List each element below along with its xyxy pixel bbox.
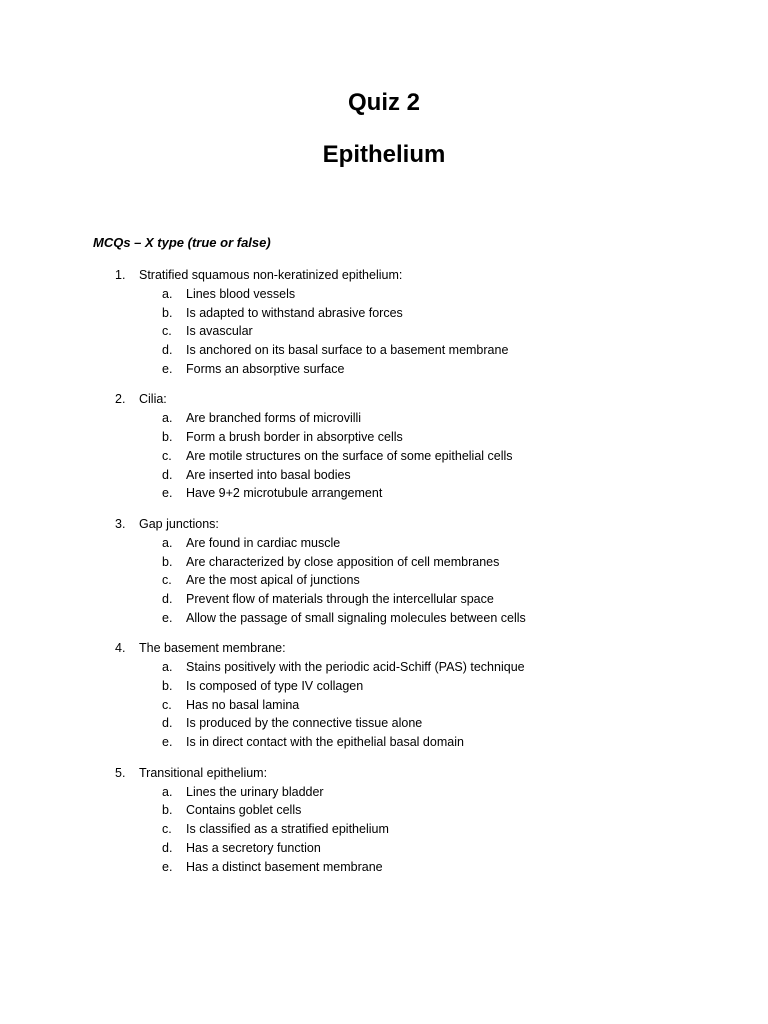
page-title: Quiz 2 — [347, 89, 420, 116]
question-line — [0, 267, 768, 286]
option-text: Has a secretory function — [186, 840, 321, 855]
option-item — [0, 802, 768, 821]
question-item — [0, 267, 768, 379]
question-number: 4. — [115, 641, 126, 656]
option-list — [0, 659, 768, 752]
option-letter: e. — [162, 610, 173, 625]
option-letter: b. — [162, 430, 173, 445]
option-list — [0, 286, 768, 379]
option-item — [0, 840, 768, 859]
question-item — [0, 765, 768, 877]
option-letter: d. — [162, 467, 173, 482]
option-text: Is classified as a stratified epithelium — [186, 822, 389, 837]
option-letter: e. — [162, 859, 173, 874]
question-item — [0, 516, 768, 628]
option-item — [0, 610, 768, 629]
option-item — [0, 821, 768, 840]
option-item — [0, 535, 768, 554]
option-text: Lines blood vessels — [186, 287, 296, 301]
option-item — [0, 448, 768, 467]
option-text: Are found in cardiac muscle — [186, 535, 341, 550]
question-text: Transitional epithelium: — [139, 765, 268, 780]
option-letter: c. — [162, 324, 172, 339]
option-item — [0, 859, 768, 878]
option-letter: d. — [162, 840, 173, 855]
option-item — [0, 286, 768, 305]
option-item — [0, 678, 768, 697]
option-text: Are characterized by close apposition of cell membranes — [186, 554, 500, 569]
option-text: Allow the passage of small signaling molecules between cells — [186, 610, 526, 625]
question-number: 3. — [115, 516, 126, 531]
question-text: Cilia: — [139, 392, 167, 407]
option-item — [0, 659, 768, 678]
option-letter: b. — [162, 554, 173, 569]
option-text: Is composed of type IV collagen — [186, 679, 364, 693]
option-text: Stains positively with the periodic acid-Schiff (PAS) technique — [186, 660, 525, 675]
option-text: Are inserted into basal bodies — [186, 467, 351, 482]
option-text: Are the most apical of junctions — [186, 573, 360, 588]
question-number: 1. — [115, 268, 126, 282]
page-subtitle: Epithelium — [322, 141, 446, 168]
option-item — [0, 361, 768, 380]
option-letter: a. — [162, 535, 173, 550]
question-line — [0, 516, 768, 535]
option-text: Are motile structures on the surface of some epithelial cells — [186, 448, 513, 463]
option-item — [0, 784, 768, 803]
option-letter: e. — [162, 486, 173, 501]
option-item — [0, 715, 768, 734]
option-item — [0, 467, 768, 486]
option-text: Is in direct contact with the epithelial basal domain — [186, 735, 464, 750]
option-item — [0, 429, 768, 448]
option-list — [0, 535, 768, 628]
question-text: The basement membrane: — [139, 641, 286, 656]
option-letter: d. — [162, 591, 173, 606]
option-item — [0, 485, 768, 504]
option-letter: b. — [162, 679, 173, 693]
option-item — [0, 323, 768, 342]
option-item — [0, 410, 768, 429]
option-text: Is avascular — [186, 324, 253, 339]
section-heading: MCQs – X type (true or false) — [93, 235, 271, 250]
option-text: Forms an absorptive surface — [186, 361, 345, 376]
option-item — [0, 734, 768, 753]
option-text: Is anchored on its basal surface to a basement membrane — [186, 343, 509, 358]
option-letter: a. — [162, 660, 173, 675]
option-text: Prevent flow of materials through the intercellular space — [186, 591, 494, 606]
question-number: 2. — [115, 392, 126, 407]
option-item — [0, 591, 768, 610]
question-line — [0, 391, 768, 410]
question-item — [0, 640, 768, 752]
option-item — [0, 572, 768, 591]
option-text: Form a brush border in absorptive cells — [186, 430, 403, 445]
option-item — [0, 305, 768, 324]
question-text: Stratified squamous non-keratinized epithelium: — [139, 268, 403, 282]
option-item — [0, 697, 768, 716]
option-letter: c. — [162, 573, 172, 588]
option-letter: a. — [162, 411, 173, 426]
option-list — [0, 784, 768, 877]
option-letter: b. — [162, 305, 173, 320]
option-text: Lines the urinary bladder — [186, 784, 324, 799]
option-item — [0, 554, 768, 573]
option-item — [0, 342, 768, 361]
question-line — [0, 765, 768, 784]
option-letter: d. — [162, 716, 173, 731]
option-letter: c. — [162, 697, 172, 712]
option-text: Is produced by the connective tissue alone — [186, 716, 423, 731]
option-list — [0, 410, 768, 503]
option-letter: c. — [162, 822, 172, 837]
option-letter: a. — [162, 287, 173, 301]
option-text: Has no basal lamina — [186, 697, 300, 712]
question-item — [0, 391, 768, 503]
option-text: Has a distinct basement membrane — [186, 859, 383, 874]
question-line — [0, 640, 768, 659]
option-letter: a. — [162, 784, 173, 799]
question-list — [0, 267, 768, 889]
option-letter: c. — [162, 448, 172, 463]
question-text: Gap junctions: — [139, 516, 219, 531]
question-number: 5. — [115, 765, 126, 780]
option-text: Is adapted to withstand abrasive forces — [186, 305, 403, 320]
option-letter: e. — [162, 361, 173, 376]
option-letter: b. — [162, 803, 173, 818]
option-text: Contains goblet cells — [186, 803, 302, 818]
option-text: Are branched forms of microvilli — [186, 411, 362, 426]
option-letter: d. — [162, 343, 173, 358]
option-letter: e. — [162, 735, 173, 750]
option-text: Have 9+2 microtubule arrangement — [186, 486, 383, 501]
